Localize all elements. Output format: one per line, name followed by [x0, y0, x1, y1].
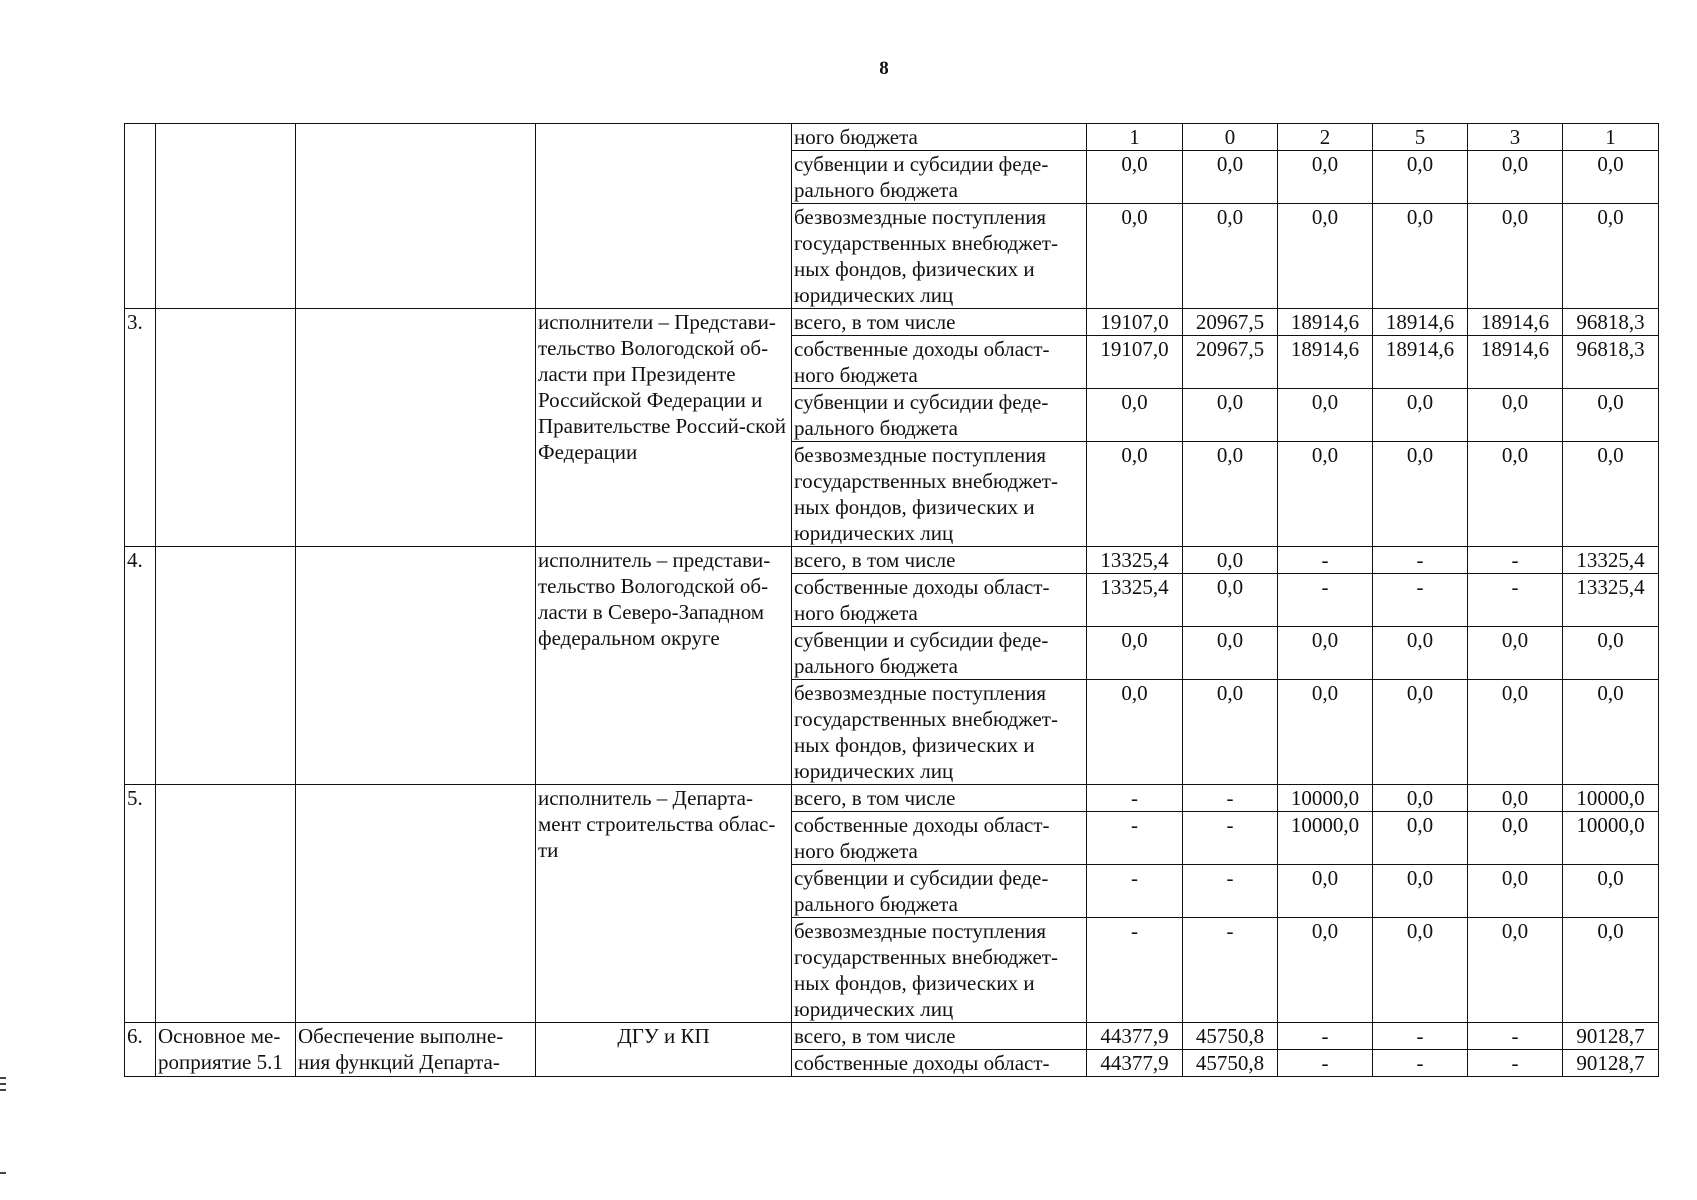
value-cell: 0,0 [1468, 680, 1563, 785]
funding-source-cell: субвенции и субсидии феде-рального бюджета [792, 627, 1087, 680]
measure-cell [156, 124, 296, 309]
value-cell: 0,0 [1563, 204, 1659, 309]
value-cell: 18914,6 [1278, 336, 1373, 389]
funding-source-cell: всего, в том числе [792, 785, 1087, 812]
value-cell: 0,0 [1468, 389, 1563, 442]
value-cell: - [1468, 1023, 1563, 1050]
name-cell: Обеспечение выполне-ния функций Департа- [296, 1023, 536, 1077]
value-cell: 0,0 [1373, 442, 1468, 547]
value-cell: 18914,6 [1468, 309, 1563, 336]
value-cell: 0,0 [1278, 627, 1373, 680]
executor-cell: ДГУ и КП [536, 1023, 792, 1077]
value-cell: 10000,0 [1563, 812, 1659, 865]
value-cell: 0,0 [1183, 627, 1278, 680]
value-cell: 18914,6 [1373, 336, 1468, 389]
value-cell: 0,0 [1087, 442, 1183, 547]
value-cell: 10000,0 [1563, 785, 1659, 812]
value-cell: 0,0 [1373, 918, 1468, 1023]
value-cell: 0,0 [1087, 389, 1183, 442]
funding-source-cell: безвозмездные поступления государственных внебюджет-ных фондов, физических и юридических лиц [792, 442, 1087, 547]
funding-source-cell: безвозмездные поступления государственных внебюджет-ных фондов, физических и юридических лиц [792, 918, 1087, 1023]
margin-mark [0, 1077, 6, 1079]
row-number-cell: 3. [125, 309, 156, 547]
value-cell: - [1468, 574, 1563, 627]
value-cell: - [1278, 1023, 1373, 1050]
value-cell: 0,0 [1278, 918, 1373, 1023]
value-cell: 0,0 [1468, 151, 1563, 204]
value-cell: 0,0 [1087, 680, 1183, 785]
value-cell: - [1087, 812, 1183, 865]
value-cell: 10000,0 [1278, 812, 1373, 865]
value-cell: 0,0 [1087, 204, 1183, 309]
value-cell: - [1087, 785, 1183, 812]
funding-source-cell: ного бюджета [792, 124, 1087, 151]
executor-cell: исполнитель – представи-тельство Вологодской об-ласти в Северо-Западном федеральном округе [536, 547, 792, 785]
value-cell: 0,0 [1278, 204, 1373, 309]
value-cell: - [1087, 918, 1183, 1023]
measure-cell: Основное ме-роприятие 5.1 [156, 1023, 296, 1077]
table-row [125, 785, 1659, 812]
value-cell: 0 [1183, 124, 1278, 151]
value-cell: 2 [1278, 124, 1373, 151]
funding-source-cell: собственные доходы област-ного бюджета [792, 812, 1087, 865]
table-row [125, 124, 1659, 151]
value-cell: - [1183, 865, 1278, 918]
value-cell: 0,0 [1087, 627, 1183, 680]
value-cell: 19107,0 [1087, 336, 1183, 389]
row-number-cell [125, 124, 156, 309]
margin-mark [0, 1089, 6, 1091]
value-cell: - [1183, 918, 1278, 1023]
value-cell: 20967,5 [1183, 336, 1278, 389]
table-row [125, 1023, 1659, 1050]
value-cell: - [1373, 1050, 1468, 1077]
budget-table [124, 123, 1659, 1077]
value-cell: 44377,9 [1087, 1023, 1183, 1050]
value-cell: 0,0 [1563, 389, 1659, 442]
value-cell: 18914,6 [1373, 309, 1468, 336]
value-cell: 0,0 [1373, 865, 1468, 918]
value-cell: 0,0 [1183, 204, 1278, 309]
name-cell [296, 124, 536, 309]
value-cell: - [1278, 1050, 1373, 1077]
value-cell: 0,0 [1278, 680, 1373, 785]
table-row [125, 547, 1659, 574]
value-cell: - [1278, 547, 1373, 574]
value-cell: - [1087, 865, 1183, 918]
margin-mark [0, 1083, 6, 1085]
value-cell: 5 [1373, 124, 1468, 151]
measure-cell [156, 309, 296, 547]
value-cell: 0,0 [1468, 204, 1563, 309]
funding-source-cell: субвенции и субсидии феде-рального бюджета [792, 865, 1087, 918]
executor-cell [536, 124, 792, 309]
executor-cell: исполнитель – Департа-мент строительства облас-ти [536, 785, 792, 1023]
value-cell: - [1373, 1023, 1468, 1050]
name-cell [296, 547, 536, 785]
funding-source-cell: всего, в том числе [792, 309, 1087, 336]
value-cell: 19107,0 [1087, 309, 1183, 336]
value-cell: 0,0 [1373, 812, 1468, 865]
value-cell: 0,0 [1373, 627, 1468, 680]
value-cell: 1 [1563, 124, 1659, 151]
value-cell: 0,0 [1563, 627, 1659, 680]
value-cell: 18914,6 [1468, 336, 1563, 389]
value-cell: 13325,4 [1087, 547, 1183, 574]
value-cell: - [1373, 574, 1468, 627]
value-cell: 20967,5 [1183, 309, 1278, 336]
value-cell: 44377,9 [1087, 1050, 1183, 1077]
value-cell: 1 [1087, 124, 1183, 151]
row-number-cell: 4. [125, 547, 156, 785]
value-cell: 0,0 [1468, 865, 1563, 918]
value-cell: - [1468, 1050, 1563, 1077]
value-cell: 0,0 [1563, 680, 1659, 785]
value-cell: 0,0 [1373, 389, 1468, 442]
value-cell: 0,0 [1563, 865, 1659, 918]
value-cell: 0,0 [1563, 151, 1659, 204]
value-cell: - [1373, 547, 1468, 574]
measure-cell [156, 785, 296, 1023]
value-cell: 0,0 [1373, 680, 1468, 785]
name-cell [296, 309, 536, 547]
page-number: 8 [879, 58, 889, 79]
value-cell: 0,0 [1468, 812, 1563, 865]
value-cell: 96818,3 [1563, 309, 1659, 336]
value-cell: 0,0 [1278, 151, 1373, 204]
funding-source-cell: безвозмездные поступления государственных внебюджет-ных фондов, физических и юридических лиц [792, 680, 1087, 785]
value-cell: 18914,6 [1278, 309, 1373, 336]
value-cell: 90128,7 [1563, 1050, 1659, 1077]
value-cell: 0,0 [1278, 442, 1373, 547]
funding-source-cell: субвенции и субсидии феде- рального бюджета [792, 151, 1087, 204]
value-cell: 0,0 [1183, 574, 1278, 627]
value-cell: 13325,4 [1563, 574, 1659, 627]
value-cell: 45750,8 [1183, 1050, 1278, 1077]
value-cell: 3 [1468, 124, 1563, 151]
value-cell: 0,0 [1468, 442, 1563, 547]
value-cell: 13325,4 [1563, 547, 1659, 574]
value-cell: 13325,4 [1087, 574, 1183, 627]
funding-source-cell: безвозмездные поступления государственных внебюджет-ных фондов, физических и юридических лиц [792, 204, 1087, 309]
name-cell [296, 785, 536, 1023]
funding-source-cell: субвенции и субсидии феде-рального бюджета [792, 389, 1087, 442]
value-cell: 0,0 [1468, 627, 1563, 680]
value-cell: 0,0 [1183, 547, 1278, 574]
funding-source-cell: всего, в том числе [792, 1023, 1087, 1050]
value-cell: 10000,0 [1278, 785, 1373, 812]
value-cell: 0,0 [1373, 785, 1468, 812]
value-cell: 0,0 [1087, 151, 1183, 204]
funding-source-cell: собственные доходы област-ного бюджета [792, 574, 1087, 627]
value-cell: - [1278, 574, 1373, 627]
value-cell: 45750,8 [1183, 1023, 1278, 1050]
value-cell: 0,0 [1373, 204, 1468, 309]
value-cell: 0,0 [1563, 442, 1659, 547]
value-cell: - [1183, 785, 1278, 812]
value-cell: 96818,3 [1563, 336, 1659, 389]
funding-source-cell: собственные доходы област- [792, 1050, 1087, 1077]
funding-source-cell: собственные доходы област-ного бюджета [792, 336, 1087, 389]
value-cell: 0,0 [1183, 680, 1278, 785]
row-number-cell: 6. [125, 1023, 156, 1077]
margin-mark [0, 1172, 6, 1174]
row-number-cell: 5. [125, 785, 156, 1023]
measure-cell [156, 547, 296, 785]
value-cell: 0,0 [1278, 389, 1373, 442]
value-cell: 0,0 [1468, 785, 1563, 812]
value-cell: 0,0 [1468, 918, 1563, 1023]
value-cell: 0,0 [1183, 442, 1278, 547]
value-cell: - [1183, 812, 1278, 865]
value-cell: 0,0 [1373, 151, 1468, 204]
value-cell: 0,0 [1278, 865, 1373, 918]
value-cell: 0,0 [1563, 918, 1659, 1023]
value-cell: 0,0 [1183, 151, 1278, 204]
funding-source-cell: всего, в том числе [792, 547, 1087, 574]
table-row [125, 309, 1659, 336]
value-cell: 0,0 [1183, 389, 1278, 442]
value-cell: - [1468, 547, 1563, 574]
value-cell: 90128,7 [1563, 1023, 1659, 1050]
executor-cell: исполнители – Представи-тельство Вологодской об-ласти при Президенте Российской Федерации и Правительстве Россий-ской Федерации [536, 309, 792, 547]
